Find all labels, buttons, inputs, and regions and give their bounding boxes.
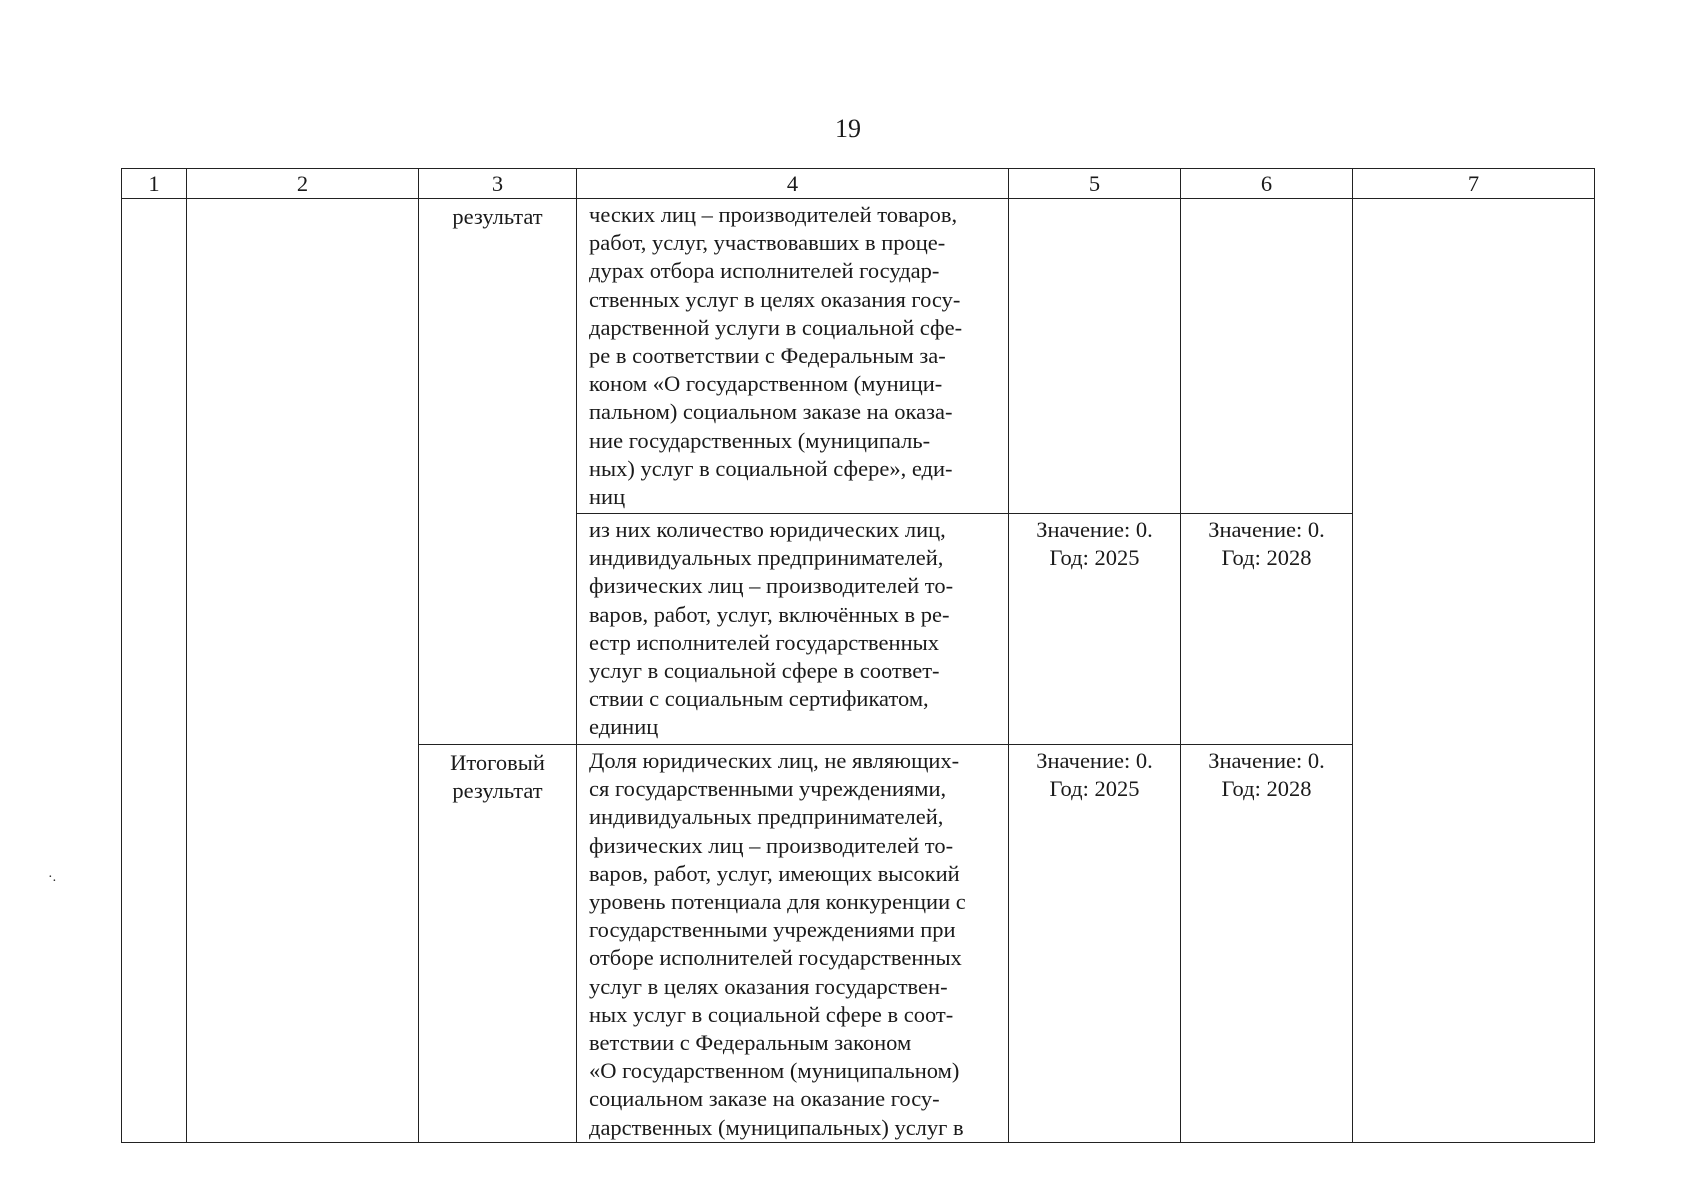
- text-line: уровень потенциала для конкуренции с: [589, 889, 966, 915]
- header-cell-6: 6: [1181, 169, 1353, 199]
- text-line: из них количество юридических лиц,: [589, 517, 946, 542]
- text-line: «О государственном (муниципальном): [589, 1058, 960, 1084]
- text-line: услуг в целях оказания государствен-: [589, 973, 948, 999]
- text-line: индивидуальных предпринимателей,: [589, 545, 944, 571]
- result-type-label: результат: [452, 778, 543, 804]
- cell-value-2025: [1009, 199, 1181, 514]
- table-row: [122, 199, 1595, 514]
- cell-value-2028: [1181, 199, 1353, 514]
- text-line: ре в соответствии с Федеральным за-: [589, 343, 946, 369]
- text-line: дарственных (муниципальных) услуг в: [589, 1114, 964, 1140]
- text-line: единиц: [589, 714, 659, 740]
- cell-indicator-description: [577, 199, 1009, 514]
- document-table: [121, 168, 1595, 1143]
- cell-result-type: [419, 745, 577, 1143]
- text-line: коном «О государственном (муници-: [589, 371, 943, 397]
- text-line: индивидуальных предпринимателей,: [589, 804, 944, 830]
- text-line: варов, работ, услуг, имеющих высокий: [589, 860, 960, 886]
- text-line: ственных услуг в целях оказания госу-: [589, 286, 961, 312]
- cell-indicator-description: [577, 745, 1009, 1143]
- header-cell-4: 4: [577, 169, 1009, 199]
- text-line: Доля юридических лиц, не являющих-: [589, 748, 960, 773]
- value-text: Значение: 0.: [1036, 517, 1153, 542]
- cell-col1: [122, 199, 187, 1143]
- cell-value-2025: [1009, 514, 1181, 745]
- text-line: ствии с социальным сертификатом,: [589, 686, 929, 712]
- header-cell-5: 5: [1009, 169, 1181, 199]
- cell-col2: [187, 199, 419, 1143]
- cell-indicator-description: [577, 514, 1009, 745]
- page-number: 19: [835, 114, 861, 143]
- header-cell-7: 7: [1353, 169, 1595, 199]
- text-line: ние государственных (муниципаль-: [589, 427, 931, 453]
- cell-value-2025: [1009, 745, 1181, 1143]
- year-text: Год: 2028: [1221, 545, 1312, 571]
- text-line: ческих лиц – производителей товаров,: [589, 202, 958, 227]
- cell-col7: [1353, 199, 1595, 1143]
- text-line: ся государственными учреждениями,: [589, 776, 947, 802]
- text-line: социальном заказе на оказание госу-: [589, 1086, 940, 1112]
- text-line: ветствии с Федеральным законом: [589, 1030, 912, 1056]
- table-header-row: [122, 169, 1595, 199]
- text-line: ных услуг в социальной сфере в соот-: [589, 1001, 954, 1027]
- header-cell-2: 2: [187, 169, 419, 199]
- text-line: дурах отбора исполнителей государ-: [589, 258, 940, 284]
- text-line: варов, работ, услуг, включённых в ре-: [589, 601, 950, 627]
- value-text: Значение: 0.: [1208, 748, 1325, 773]
- text-line: услуг в социальной сфере в соответ-: [589, 658, 940, 684]
- text-line: пальном) социальном заказе на оказа-: [589, 399, 953, 425]
- year-text: Год: 2028: [1221, 776, 1312, 802]
- text-line: ных) услуг в социальной сфере», еди-: [589, 455, 953, 481]
- value-text: Значение: 0.: [1208, 517, 1325, 542]
- text-line: отборе исполнителей государственных: [589, 945, 962, 971]
- cell-result-type: [419, 199, 577, 745]
- text-line: государственными учреждениями при: [589, 917, 956, 943]
- stray-mark: ·.: [48, 870, 57, 885]
- text-line: работ, услуг, участвовавших в проце-: [589, 230, 946, 256]
- cell-value-2028: [1181, 745, 1353, 1143]
- header-cell-1: 1: [122, 169, 187, 199]
- header-cell-3: 3: [419, 169, 577, 199]
- year-text: Год: 2025: [1049, 776, 1140, 802]
- text-line: физических лиц – производителей то-: [589, 573, 954, 599]
- text-line: ниц: [589, 484, 626, 510]
- text-line: естр исполнителей государственных: [589, 629, 939, 655]
- result-type-label: Итоговый: [450, 750, 545, 775]
- value-text: Значение: 0.: [1036, 748, 1153, 773]
- cell-value-2028: [1181, 514, 1353, 745]
- text-line: дарственной услуги в социальной сфе-: [589, 314, 963, 340]
- result-type-label: результат: [452, 204, 543, 229]
- year-text: Год: 2025: [1049, 545, 1140, 571]
- text-line: физических лиц – производителей то-: [589, 832, 954, 858]
